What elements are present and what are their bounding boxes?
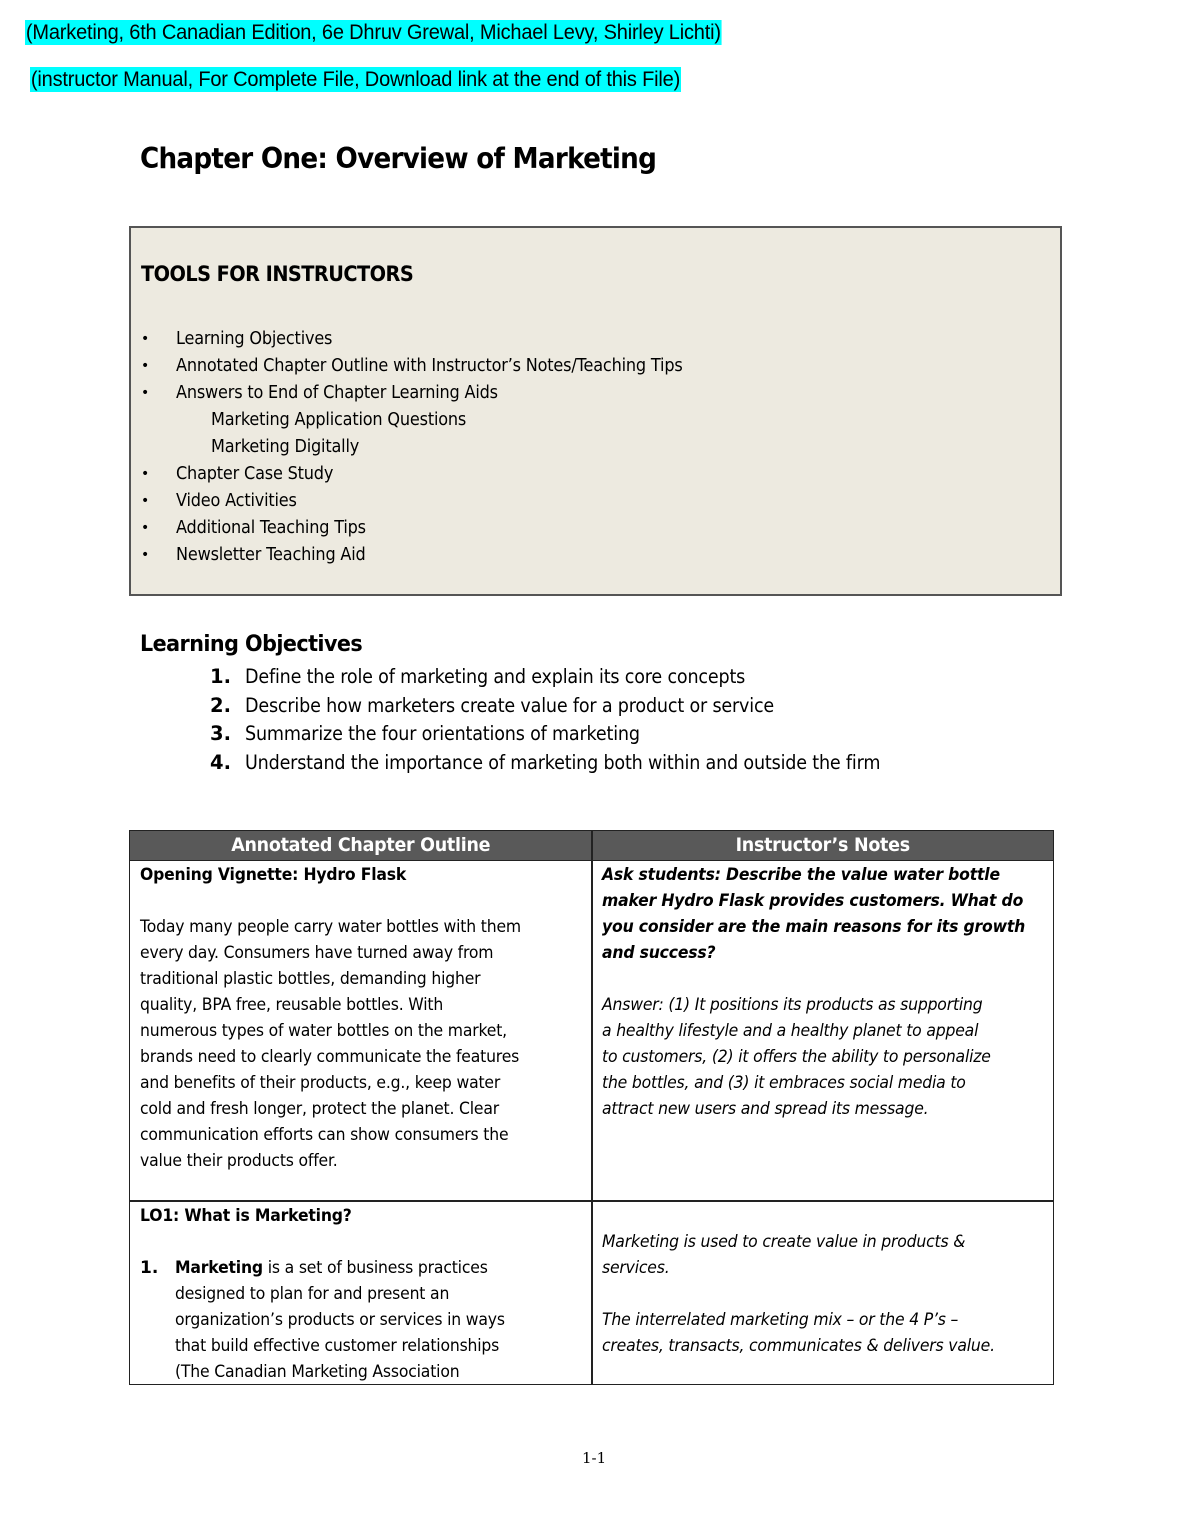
tools-list-item	[131, 488, 1060, 515]
chapter-title: Chapter One: Overview of Marketing	[140, 142, 657, 175]
definition-first-line	[175, 1255, 505, 1281]
column-header-outline	[130, 831, 591, 860]
cell-text-line: communication efforts can show consumers the	[140, 1125, 509, 1145]
table-cell-outline-lo1	[140, 1203, 534, 1385]
bullet-icon: •	[141, 331, 150, 347]
bullet-icon: •	[141, 520, 150, 536]
cell-text-line: quality, BPA free, reusable bottles. With	[140, 995, 444, 1015]
annotated-outline-table	[129, 830, 1054, 1385]
tools-list-item	[131, 326, 1060, 353]
bullet-icon: •	[141, 358, 150, 374]
answer-line: attract new users and spread its message.	[602, 1099, 929, 1119]
note-line: The interrelated marketing mix – or the 4 P’s –	[602, 1310, 959, 1330]
page-number: 1-1	[582, 1449, 607, 1467]
objective-number: 2.	[210, 693, 231, 717]
bullet-icon: •	[141, 385, 150, 401]
tools-subitem-label: Marketing Application Questions	[211, 410, 467, 430]
definition-text: is a set of business practices	[262, 1258, 488, 1278]
discussion-question-line: Ask students: Describe the value water bottle	[602, 865, 1000, 885]
cell-text-line: designed to plan for and present an	[175, 1284, 450, 1304]
cell-text-line: Today many people carry water bottles with them	[140, 917, 521, 937]
tools-list-item	[131, 380, 1060, 407]
tools-list-subitem	[131, 434, 1060, 461]
cell-text-line: traditional plastic bottles, demanding higher	[140, 969, 481, 989]
tools-item-label: Learning Objectives	[176, 329, 333, 349]
answer-line: a healthy lifestyle and a healthy planet to appeal	[602, 1021, 979, 1041]
tools-list-item	[131, 515, 1060, 542]
tools-item-label: Chapter Case Study	[176, 464, 334, 484]
objective-number: 1.	[210, 665, 231, 688]
tools-subitem-label: Marketing Digitally	[211, 437, 360, 457]
numbered-definition	[140, 1255, 534, 1385]
table-cell-outline-vignette	[140, 862, 554, 1174]
bullet-icon: •	[141, 466, 150, 482]
column-header-label: Annotated Chapter Outline	[231, 834, 490, 856]
cell-text-line: organization’s products or services in ways	[175, 1310, 505, 1330]
discussion-question-line: you consider are the main reasons for its growth	[602, 917, 1026, 937]
objective-text: Define the role of marketing and explain its core concepts	[245, 665, 746, 688]
answer-line: Answer: (1) It positions its products as supporting	[602, 995, 983, 1015]
answer-line: the bottles, and (3) it embraces social media to	[602, 1073, 966, 1093]
objective-number: 3.	[210, 722, 231, 745]
bullet-icon: •	[141, 493, 150, 509]
banner-title-line: (Marketing, 6th Canadian Edition, 6e Dhruv Grewal, Michael Levy, Shirley Lichti)	[25, 20, 721, 44]
note-line: creates, transacts, communicates & delivers value.	[602, 1336, 995, 1356]
answer-line: to customers, (2) it offers the ability to personalize	[602, 1047, 991, 1067]
tools-item-label: Video Activities	[176, 491, 297, 511]
key-term: Marketing	[175, 1258, 263, 1278]
objective-text: Summarize the four orientations of marketing	[245, 722, 640, 745]
tools-item-label: Answers to End of Chapter Learning Aids	[176, 383, 498, 403]
cell-text-line: that build effective customer relationships	[175, 1336, 500, 1356]
cell-text-line: value their products offer.	[140, 1151, 338, 1171]
table-cell-instructor-notes-lo1	[602, 1229, 1029, 1359]
row-divider	[130, 1200, 1053, 1202]
discussion-question-line: maker Hydro Flask provides customers. What do	[602, 891, 1024, 911]
tools-item-label: Annotated Chapter Outline with Instructor’s Notes/Teaching Tips	[176, 356, 683, 376]
tools-list-item	[131, 353, 1060, 380]
tools-item-label: Newsletter Teaching Aid	[176, 545, 366, 565]
tools-list-item	[131, 461, 1060, 488]
discussion-question-line: and success?	[602, 943, 716, 963]
tools-item-label: Additional Teaching Tips	[176, 518, 366, 538]
cell-heading: LO1: What is Marketing?	[140, 1206, 352, 1226]
cell-text-line: every day. Consumers have turned away from	[140, 943, 494, 963]
column-divider	[591, 831, 593, 1384]
tools-box-title: TOOLS FOR INSTRUCTORS	[141, 262, 414, 286]
tools-list-subitem	[131, 407, 1060, 434]
cell-heading: Opening Vignette: Hydro Flask	[140, 865, 407, 885]
column-header-label: Instructor’s Notes	[735, 834, 910, 856]
tools-list	[131, 326, 1060, 569]
cell-text-line: brands need to clearly communicate the features	[140, 1047, 520, 1067]
banner-download-note: (instructor Manual, For Complete File, Download link at the end of this File)	[30, 67, 681, 91]
note-line: services.	[602, 1258, 670, 1278]
table-cell-instructor-notes-vignette	[602, 862, 1062, 1122]
column-header-instructor-notes	[592, 831, 1053, 860]
bullet-icon: •	[141, 547, 150, 563]
item-number: 1.	[140, 1258, 159, 1278]
tools-list-item	[131, 542, 1060, 569]
cell-text-line: numerous types of water bottles on the market,	[140, 1021, 507, 1041]
note-line: Marketing is used to create value in products &	[602, 1232, 966, 1252]
cell-text-line: cold and fresh longer, protect the planet. Clear	[140, 1099, 500, 1119]
objective-number: 4.	[210, 750, 231, 774]
tools-for-instructors-box	[129, 226, 1062, 596]
learning-objectives-heading: Learning Objectives	[140, 631, 363, 657]
objective-text: Understand the importance of marketing both within and outside the firm	[245, 750, 881, 774]
cell-text-line: and benefits of their products, e.g., keep water	[140, 1073, 501, 1093]
cell-text-line: (The Canadian Marketing Association	[175, 1362, 460, 1382]
objective-text: Describe how marketers create value for a product or service	[245, 693, 775, 717]
